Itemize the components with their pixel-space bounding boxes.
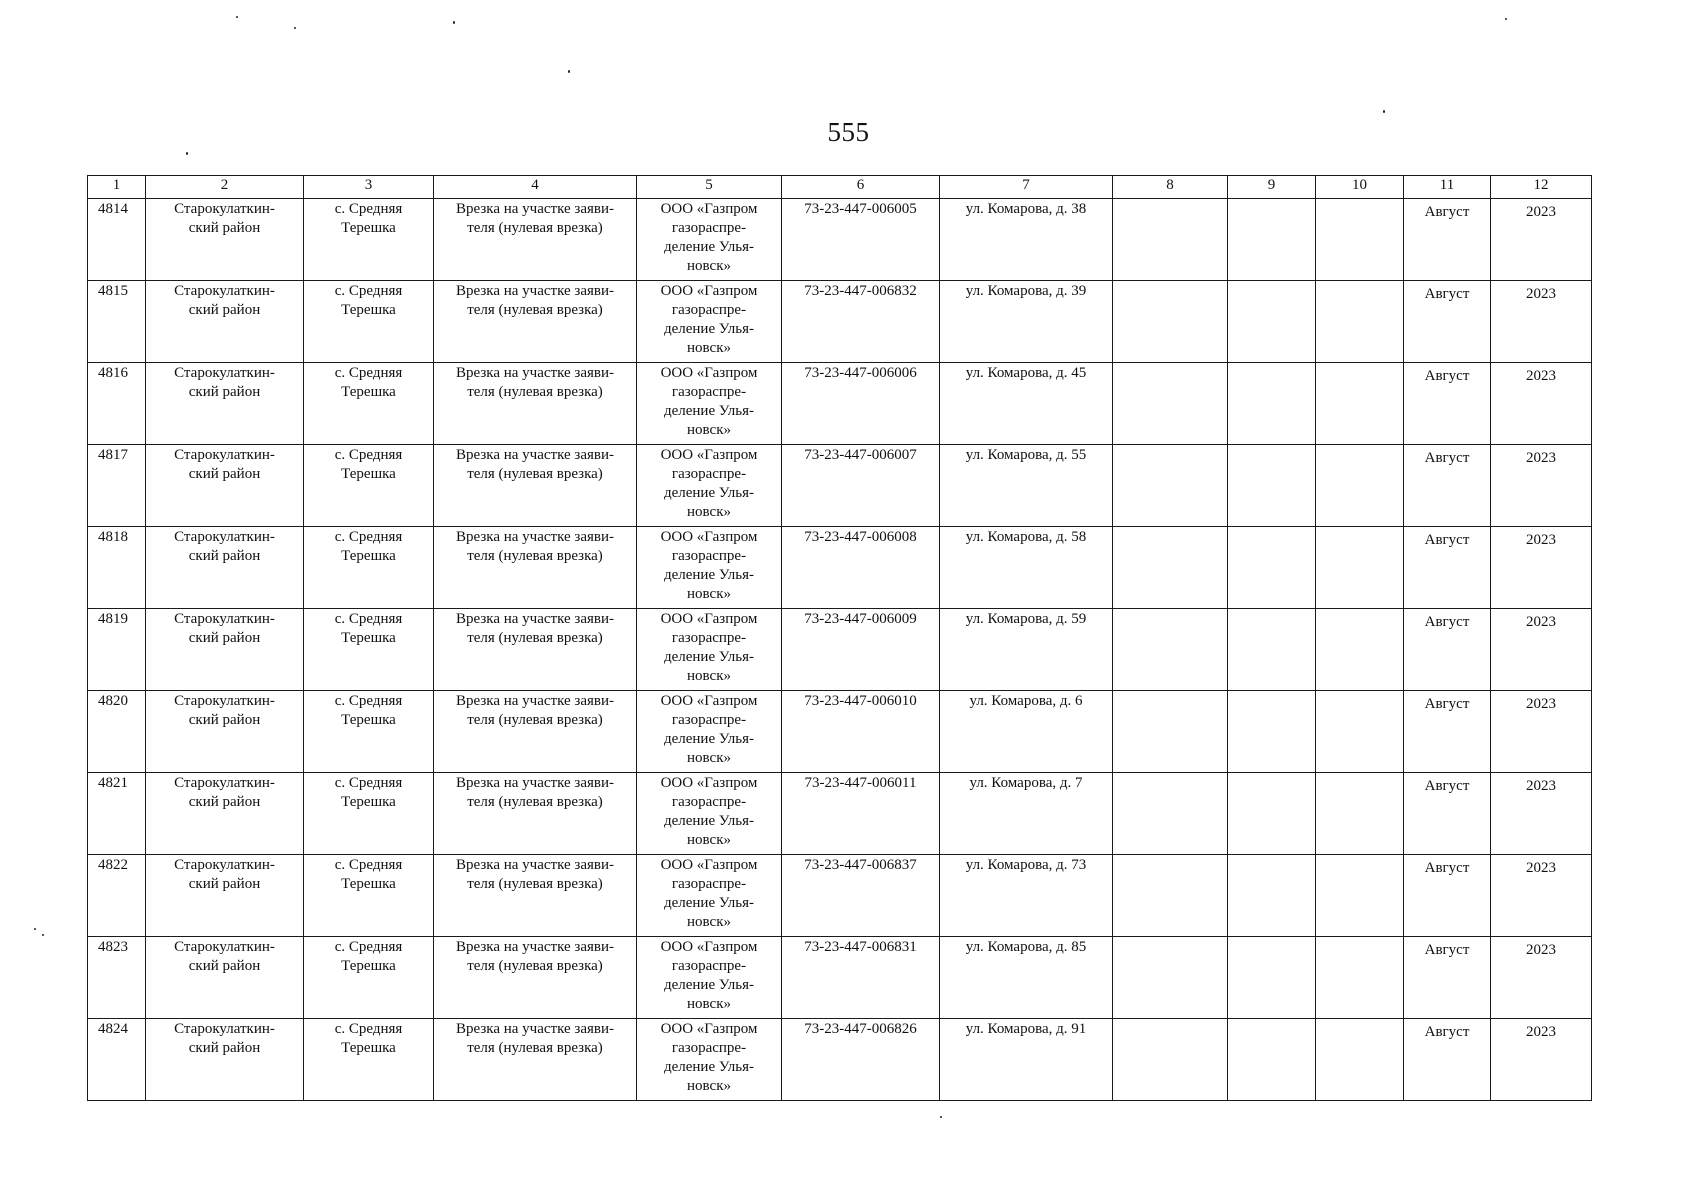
year-cell: 2023 bbox=[1491, 937, 1592, 1019]
empty-cell-8 bbox=[1113, 855, 1228, 937]
cell-line: деление Улья- bbox=[663, 485, 755, 501]
empty-cell-10 bbox=[1316, 527, 1404, 609]
cell-line: новск» bbox=[687, 1078, 731, 1094]
object-code-cell: 73-23-447-006832 bbox=[782, 281, 940, 363]
empty-cell-9 bbox=[1228, 527, 1316, 609]
empty-cell-10 bbox=[1316, 773, 1404, 855]
organization-cell bbox=[637, 281, 782, 363]
row-number-cell: 4821 bbox=[88, 773, 146, 855]
empty-cell-8 bbox=[1113, 691, 1228, 773]
empty-cell-8 bbox=[1113, 199, 1228, 281]
column-header-11: 11 bbox=[1404, 176, 1491, 199]
row-number-cell: 4820 bbox=[88, 691, 146, 773]
column-header-8: 8 bbox=[1113, 176, 1228, 199]
settlement-cell bbox=[304, 281, 434, 363]
column-header-3: 3 bbox=[304, 176, 434, 199]
column-header-1: 1 bbox=[88, 176, 146, 199]
table-row bbox=[88, 199, 1592, 281]
cell-line: новск» bbox=[687, 340, 731, 356]
cell-line: с. Средняя bbox=[334, 693, 403, 709]
empty-cell-9 bbox=[1228, 199, 1316, 281]
organization-cell bbox=[637, 855, 782, 937]
year-cell: 2023 bbox=[1491, 855, 1592, 937]
district-cell bbox=[146, 363, 304, 445]
object-code-cell: 73-23-447-006826 bbox=[782, 1019, 940, 1101]
year-cell: 2023 bbox=[1491, 773, 1592, 855]
cell-line: Старокулаткин- bbox=[174, 857, 275, 873]
year-cell: 2023 bbox=[1491, 363, 1592, 445]
month-cell: Август bbox=[1404, 527, 1491, 609]
row-number-cell: 4815 bbox=[88, 281, 146, 363]
cell-line: ский район bbox=[188, 384, 261, 400]
cell-line: новск» bbox=[687, 996, 731, 1012]
district-cell bbox=[146, 1019, 304, 1101]
cell-line: Терешка bbox=[341, 302, 396, 318]
cell-line: теля (нулевая врезка) bbox=[467, 466, 603, 482]
table-row bbox=[88, 609, 1592, 691]
month-cell: Август bbox=[1404, 445, 1491, 527]
organization-cell bbox=[637, 363, 782, 445]
work-type-cell bbox=[434, 937, 637, 1019]
work-type-cell bbox=[434, 855, 637, 937]
table-body bbox=[88, 199, 1592, 1101]
scan-speck bbox=[568, 70, 570, 73]
header-row bbox=[88, 176, 1592, 199]
table-row bbox=[88, 691, 1592, 773]
cell-line: новск» bbox=[687, 586, 731, 602]
address-cell: ул. Комарова, д. 39 bbox=[940, 281, 1113, 363]
scan-speck bbox=[453, 21, 455, 24]
year-cell: 2023 bbox=[1491, 1019, 1592, 1101]
empty-cell-8 bbox=[1113, 445, 1228, 527]
empty-cell-8 bbox=[1113, 773, 1228, 855]
cell-line: деление Улья- bbox=[663, 403, 755, 419]
object-code-cell: 73-23-447-006009 bbox=[782, 609, 940, 691]
cell-line: Терешка bbox=[341, 1040, 396, 1056]
object-code-cell: 73-23-447-006005 bbox=[782, 199, 940, 281]
empty-cell-8 bbox=[1113, 609, 1228, 691]
empty-cell-8 bbox=[1113, 937, 1228, 1019]
cell-line: с. Средняя bbox=[334, 529, 403, 545]
cell-line: Врезка на участке заяви- bbox=[456, 447, 614, 463]
cell-line: Врезка на участке заяви- bbox=[456, 775, 614, 791]
settlement-cell bbox=[304, 1019, 434, 1101]
cell-line: газораспре- bbox=[671, 712, 747, 728]
scan-speck bbox=[236, 16, 238, 18]
cell-line: деление Улья- bbox=[663, 239, 755, 255]
address-cell: ул. Комарова, д. 45 bbox=[940, 363, 1113, 445]
row-number-cell: 4823 bbox=[88, 937, 146, 1019]
cell-line: новск» bbox=[687, 504, 731, 520]
cell-line: теля (нулевая врезка) bbox=[467, 1040, 603, 1056]
district-cell bbox=[146, 937, 304, 1019]
row-number-cell: 4816 bbox=[88, 363, 146, 445]
cell-line: ский район bbox=[188, 302, 261, 318]
district-cell bbox=[146, 691, 304, 773]
cell-line: ский район bbox=[188, 1040, 261, 1056]
address-cell: ул. Комарова, д. 58 bbox=[940, 527, 1113, 609]
cell-line: с. Средняя bbox=[334, 857, 403, 873]
cell-line: теля (нулевая врезка) bbox=[467, 712, 603, 728]
cell-line: Терешка bbox=[341, 794, 396, 810]
work-type-cell bbox=[434, 773, 637, 855]
scan-speck bbox=[294, 27, 296, 29]
column-header-4: 4 bbox=[434, 176, 637, 199]
cell-line: с. Средняя bbox=[334, 775, 403, 791]
table-row bbox=[88, 363, 1592, 445]
table-row bbox=[88, 281, 1592, 363]
month-cell: Август bbox=[1404, 1019, 1491, 1101]
column-header-10: 10 bbox=[1316, 176, 1404, 199]
cell-line: деление Улья- bbox=[663, 649, 755, 665]
cell-line: ООО «Газпром bbox=[660, 447, 758, 463]
district-cell bbox=[146, 855, 304, 937]
cell-line: с. Средняя bbox=[334, 939, 403, 955]
settlement-cell bbox=[304, 199, 434, 281]
scan-speck bbox=[34, 928, 36, 930]
cell-line: ООО «Газпром bbox=[660, 939, 758, 955]
organization-cell bbox=[637, 937, 782, 1019]
cell-line: с. Средняя bbox=[334, 283, 403, 299]
cell-line: Старокулаткин- bbox=[174, 693, 275, 709]
cell-line: теля (нулевая врезка) bbox=[467, 630, 603, 646]
cell-line: ский район bbox=[188, 630, 261, 646]
cell-line: Старокулаткин- bbox=[174, 283, 275, 299]
empty-cell-10 bbox=[1316, 691, 1404, 773]
cell-line: с. Средняя bbox=[334, 1021, 403, 1037]
cell-line: газораспре- bbox=[671, 384, 747, 400]
empty-cell-8 bbox=[1113, 527, 1228, 609]
cell-line: ский район bbox=[188, 794, 261, 810]
district-cell bbox=[146, 199, 304, 281]
scan-speck bbox=[940, 1116, 942, 1118]
cell-line: Терешка bbox=[341, 712, 396, 728]
cell-line: новск» bbox=[687, 258, 731, 274]
organization-cell bbox=[637, 1019, 782, 1101]
address-cell: ул. Комарова, д. 85 bbox=[940, 937, 1113, 1019]
cell-line: теля (нулевая врезка) bbox=[467, 794, 603, 810]
column-header-12: 12 bbox=[1491, 176, 1592, 199]
work-type-cell bbox=[434, 199, 637, 281]
cell-line: Врезка на участке заяви- bbox=[456, 201, 614, 217]
cell-line: ский район bbox=[188, 466, 261, 482]
cell-line: ООО «Газпром bbox=[660, 201, 758, 217]
row-number-cell: 4824 bbox=[88, 1019, 146, 1101]
cell-line: Врезка на участке заяви- bbox=[456, 529, 614, 545]
cell-line: новск» bbox=[687, 832, 731, 848]
cell-line: деление Улья- bbox=[663, 977, 755, 993]
object-code-cell: 73-23-447-006007 bbox=[782, 445, 940, 527]
district-cell bbox=[146, 527, 304, 609]
cell-line: газораспре- bbox=[671, 876, 747, 892]
cell-line: теля (нулевая врезка) bbox=[467, 384, 603, 400]
organization-cell bbox=[637, 773, 782, 855]
table-row bbox=[88, 1019, 1592, 1101]
cell-line: теля (нулевая врезка) bbox=[467, 548, 603, 564]
cell-line: Врезка на участке заяви- bbox=[456, 857, 614, 873]
scan-speck bbox=[42, 934, 44, 936]
table-row bbox=[88, 445, 1592, 527]
column-header-2: 2 bbox=[146, 176, 304, 199]
table-row bbox=[88, 937, 1592, 1019]
object-code-cell: 73-23-447-006008 bbox=[782, 527, 940, 609]
object-code-cell: 73-23-447-006837 bbox=[782, 855, 940, 937]
empty-cell-10 bbox=[1316, 281, 1404, 363]
object-code-cell: 73-23-447-006006 bbox=[782, 363, 940, 445]
cell-line: с. Средняя bbox=[334, 447, 403, 463]
empty-cell-9 bbox=[1228, 937, 1316, 1019]
table-header bbox=[88, 176, 1592, 199]
cell-line: с. Средняя bbox=[334, 201, 403, 217]
cell-line: газораспре- bbox=[671, 794, 747, 810]
month-cell: Август bbox=[1404, 363, 1491, 445]
cell-line: новск» bbox=[687, 750, 731, 766]
table-row bbox=[88, 773, 1592, 855]
address-cell: ул. Комарова, д. 55 bbox=[940, 445, 1113, 527]
address-cell: ул. Комарова, д. 38 bbox=[940, 199, 1113, 281]
work-type-cell bbox=[434, 445, 637, 527]
row-number-cell: 4814 bbox=[88, 199, 146, 281]
address-cell: ул. Комарова, д. 73 bbox=[940, 855, 1113, 937]
month-cell: Август bbox=[1404, 281, 1491, 363]
empty-cell-9 bbox=[1228, 363, 1316, 445]
column-header-7: 7 bbox=[940, 176, 1113, 199]
work-type-cell bbox=[434, 1019, 637, 1101]
table-row bbox=[88, 527, 1592, 609]
cell-line: ООО «Газпром bbox=[660, 529, 758, 545]
address-cell: ул. Комарова, д. 59 bbox=[940, 609, 1113, 691]
organization-cell bbox=[637, 691, 782, 773]
settlement-cell bbox=[304, 445, 434, 527]
cell-line: газораспре- bbox=[671, 220, 747, 236]
empty-cell-10 bbox=[1316, 445, 1404, 527]
cell-line: Старокулаткин- bbox=[174, 529, 275, 545]
cell-line: газораспре- bbox=[671, 302, 747, 318]
cell-line: Терешка bbox=[341, 876, 396, 892]
cell-line: новск» bbox=[687, 914, 731, 930]
empty-cell-10 bbox=[1316, 937, 1404, 1019]
cell-line: ский район bbox=[188, 220, 261, 236]
cell-line: ООО «Газпром bbox=[660, 611, 758, 627]
cell-line: Врезка на участке заяви- bbox=[456, 693, 614, 709]
cell-line: деление Улья- bbox=[663, 731, 755, 747]
settlement-cell bbox=[304, 773, 434, 855]
settlement-cell bbox=[304, 855, 434, 937]
object-code-cell: 73-23-447-006831 bbox=[782, 937, 940, 1019]
table-row bbox=[88, 855, 1592, 937]
cell-line: Старокулаткин- bbox=[174, 1021, 275, 1037]
year-cell: 2023 bbox=[1491, 445, 1592, 527]
empty-cell-8 bbox=[1113, 1019, 1228, 1101]
year-cell: 2023 bbox=[1491, 199, 1592, 281]
object-code-cell: 73-23-447-006011 bbox=[782, 773, 940, 855]
cell-line: газораспре- bbox=[671, 466, 747, 482]
settlement-cell bbox=[304, 363, 434, 445]
work-type-cell bbox=[434, 691, 637, 773]
month-cell: Август bbox=[1404, 773, 1491, 855]
year-cell: 2023 bbox=[1491, 281, 1592, 363]
cell-line: Терешка bbox=[341, 220, 396, 236]
scan-speck bbox=[1505, 18, 1507, 20]
cell-line: Старокулаткин- bbox=[174, 365, 275, 381]
cell-line: теля (нулевая врезка) bbox=[467, 876, 603, 892]
cell-line: ский район bbox=[188, 712, 261, 728]
cell-line: ООО «Газпром bbox=[660, 693, 758, 709]
cell-line: новск» bbox=[687, 668, 731, 684]
cell-line: ООО «Газпром bbox=[660, 365, 758, 381]
cell-line: ООО «Газпром bbox=[660, 1021, 758, 1037]
row-number-cell: 4818 bbox=[88, 527, 146, 609]
cell-line: Врезка на участке заяви- bbox=[456, 939, 614, 955]
scan-speck bbox=[1383, 110, 1385, 113]
district-cell bbox=[146, 773, 304, 855]
settlement-cell bbox=[304, 609, 434, 691]
address-cell: ул. Комарова, д. 6 bbox=[940, 691, 1113, 773]
cell-line: ООО «Газпром bbox=[660, 283, 758, 299]
cell-line: Старокулаткин- bbox=[174, 447, 275, 463]
cell-line: ский район bbox=[188, 958, 261, 974]
page-number: 555 bbox=[827, 117, 870, 147]
cell-line: Старокулаткин- bbox=[174, 775, 275, 791]
district-cell bbox=[146, 609, 304, 691]
month-cell: Август bbox=[1404, 199, 1491, 281]
cell-line: с. Средняя bbox=[334, 611, 403, 627]
empty-cell-10 bbox=[1316, 855, 1404, 937]
empty-cell-9 bbox=[1228, 445, 1316, 527]
cell-line: теля (нулевая врезка) bbox=[467, 302, 603, 318]
work-type-cell bbox=[434, 281, 637, 363]
settlement-cell bbox=[304, 691, 434, 773]
organization-cell bbox=[637, 527, 782, 609]
settlement-cell bbox=[304, 527, 434, 609]
cell-line: теля (нулевая врезка) bbox=[467, 220, 603, 236]
empty-cell-10 bbox=[1316, 199, 1404, 281]
cell-line: Врезка на участке заяви- bbox=[456, 611, 614, 627]
cell-line: газораспре- bbox=[671, 548, 747, 564]
month-cell: Август bbox=[1404, 937, 1491, 1019]
cell-line: газораспре- bbox=[671, 958, 747, 974]
cell-line: Старокулаткин- bbox=[174, 939, 275, 955]
empty-cell-9 bbox=[1228, 281, 1316, 363]
scan-speck bbox=[186, 152, 188, 155]
empty-cell-9 bbox=[1228, 1019, 1316, 1101]
year-cell: 2023 bbox=[1491, 691, 1592, 773]
empty-cell-8 bbox=[1113, 281, 1228, 363]
column-header-5: 5 bbox=[637, 176, 782, 199]
cell-line: Терешка bbox=[341, 630, 396, 646]
cell-line: Врезка на участке заяви- bbox=[456, 283, 614, 299]
cell-line: ООО «Газпром bbox=[660, 857, 758, 873]
work-type-cell bbox=[434, 527, 637, 609]
month-cell: Август bbox=[1404, 691, 1491, 773]
district-cell bbox=[146, 445, 304, 527]
column-header-9: 9 bbox=[1228, 176, 1316, 199]
address-cell: ул. Комарова, д. 91 bbox=[940, 1019, 1113, 1101]
cell-line: Врезка на участке заяви- bbox=[456, 1021, 614, 1037]
cell-line: деление Улья- bbox=[663, 813, 755, 829]
cell-line: деление Улья- bbox=[663, 895, 755, 911]
cell-line: Терешка bbox=[341, 958, 396, 974]
cell-line: Старокулаткин- bbox=[174, 201, 275, 217]
column-header-6: 6 bbox=[782, 176, 940, 199]
row-number-cell: 4817 bbox=[88, 445, 146, 527]
cell-line: Терешка bbox=[341, 384, 396, 400]
cell-line: теля (нулевая врезка) bbox=[467, 958, 603, 974]
cell-line: деление Улья- bbox=[663, 1059, 755, 1075]
organization-cell bbox=[637, 609, 782, 691]
gas-connection-table bbox=[87, 175, 1592, 1101]
cell-line: газораспре- bbox=[671, 1040, 747, 1056]
row-number-cell: 4819 bbox=[88, 609, 146, 691]
month-cell: Август bbox=[1404, 609, 1491, 691]
empty-cell-9 bbox=[1228, 855, 1316, 937]
cell-line: ский район bbox=[188, 876, 261, 892]
cell-line: деление Улья- bbox=[663, 567, 755, 583]
cell-line: ский район bbox=[188, 548, 261, 564]
settlement-cell bbox=[304, 937, 434, 1019]
empty-cell-9 bbox=[1228, 773, 1316, 855]
cell-line: Врезка на участке заяви- bbox=[456, 365, 614, 381]
empty-cell-10 bbox=[1316, 1019, 1404, 1101]
cell-line: Терешка bbox=[341, 466, 396, 482]
district-cell bbox=[146, 281, 304, 363]
cell-line: с. Средняя bbox=[334, 365, 403, 381]
row-number-cell: 4822 bbox=[88, 855, 146, 937]
object-code-cell: 73-23-447-006010 bbox=[782, 691, 940, 773]
year-cell: 2023 bbox=[1491, 609, 1592, 691]
work-type-cell bbox=[434, 609, 637, 691]
empty-cell-8 bbox=[1113, 363, 1228, 445]
year-cell: 2023 bbox=[1491, 527, 1592, 609]
cell-line: Терешка bbox=[341, 548, 396, 564]
empty-cell-10 bbox=[1316, 609, 1404, 691]
cell-line: деление Улья- bbox=[663, 321, 755, 337]
organization-cell bbox=[637, 445, 782, 527]
cell-line: газораспре- bbox=[671, 630, 747, 646]
empty-cell-9 bbox=[1228, 609, 1316, 691]
address-cell: ул. Комарова, д. 7 bbox=[940, 773, 1113, 855]
organization-cell bbox=[637, 199, 782, 281]
cell-line: ООО «Газпром bbox=[660, 775, 758, 791]
month-cell: Август bbox=[1404, 855, 1491, 937]
cell-line: новск» bbox=[687, 422, 731, 438]
work-type-cell bbox=[434, 363, 637, 445]
empty-cell-10 bbox=[1316, 363, 1404, 445]
cell-line: Старокулаткин- bbox=[174, 611, 275, 627]
empty-cell-9 bbox=[1228, 691, 1316, 773]
